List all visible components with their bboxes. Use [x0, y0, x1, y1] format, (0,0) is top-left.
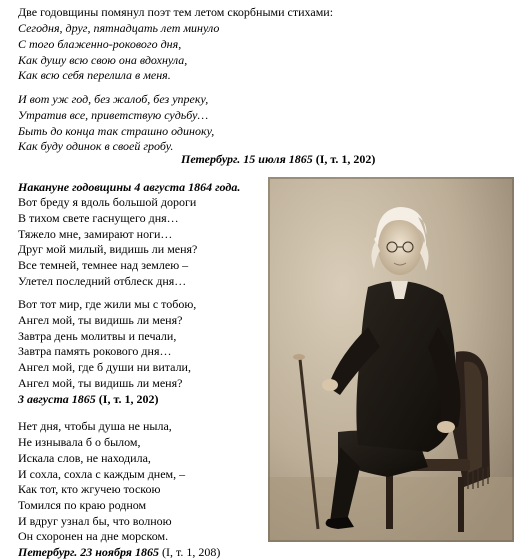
poem2-line: В тихом свете гаснущего дня… — [18, 211, 179, 225]
signature-place: Петербург. 23 ноября 1865 — [18, 545, 159, 559]
poem1-signature — [181, 151, 375, 167]
poem3-line: И вдруг узнал бы, что волною — [18, 514, 172, 528]
poem2-line: Завтра день молитвы и печали, — [18, 329, 177, 343]
poem2-line: Ангел мой, ты видишь ли меня? — [18, 376, 183, 390]
poem1-line: Сегодня, друг, пятнадцать лет минуло — [18, 21, 220, 35]
poem2-line: Ангел мой, где б души ни витали, — [18, 360, 191, 374]
poem1-line: Быть до конца так страшно одиноку, — [18, 124, 215, 138]
poem1-line: И вот уж год, без жалоб, без упреку, — [18, 92, 209, 106]
poem1-line: Как всю себя перелила в меня. — [18, 68, 171, 82]
poem3-line: Как тот, кто жгучею тоскою — [18, 482, 161, 496]
signature-date: 3 августа 1865 — [18, 392, 96, 406]
poem3-line: И сохла, сохла с каждым днем, – — [18, 467, 186, 481]
poem2-line: Вот бреду я вдоль большой дороги — [18, 195, 197, 209]
signature-place: Петербург. 15 июля 1865 — [181, 152, 313, 166]
poem2-line: Друг мой милый, видишь ли меня? — [18, 242, 198, 256]
signature-ref: (I, т. 1, 208) — [158, 545, 221, 559]
poem3-line: Не изнывала б о былом, — [18, 435, 141, 449]
portrait-photo — [268, 177, 514, 542]
signature-ref: (I, т. 1, 202) — [95, 392, 159, 406]
poem3-line: Он схоронен на дне морском. — [18, 529, 169, 543]
poem3-line: Искала слов, не находила, — [18, 451, 151, 465]
poem3-line: Нет дня, чтобы душа не ныла, — [18, 419, 172, 433]
signature-ref: (I, т. 1, 202) — [312, 152, 376, 166]
poem2-line: Вот тот мир, где жили мы с тобою, — [18, 297, 197, 311]
poem2-line: Ангел мой, ты видишь ли меня? — [18, 313, 183, 327]
poem3-signature — [18, 544, 220, 560]
poem2-line: Все темней, темнее над землею – — [18, 258, 189, 272]
poem1-line: Как буду одинок в своей гробу. — [18, 139, 174, 153]
poem2-line: Тяжело мне, замирают ноги… — [18, 227, 173, 241]
poem1-line: Как душу всю свою она вдохнула, — [18, 53, 188, 67]
poem2-title: Накануне годовщины 4 августа 1864 года. — [18, 180, 241, 194]
poem1-line: С того блаженно-рокового дня, — [18, 37, 182, 51]
poem2-line: Улетел последний отблеск дня… — [18, 274, 187, 288]
poem3-line: Томился по краю родном — [18, 498, 147, 512]
poem2-signature — [18, 391, 158, 407]
poem2-line: Завтра память рокового дня… — [18, 344, 172, 358]
intro-text: Две годовщины помянул поэт тем летом скорбными стихами: — [18, 5, 334, 19]
poem1-line: Утратив все, приветствую судьбу… — [18, 108, 209, 122]
